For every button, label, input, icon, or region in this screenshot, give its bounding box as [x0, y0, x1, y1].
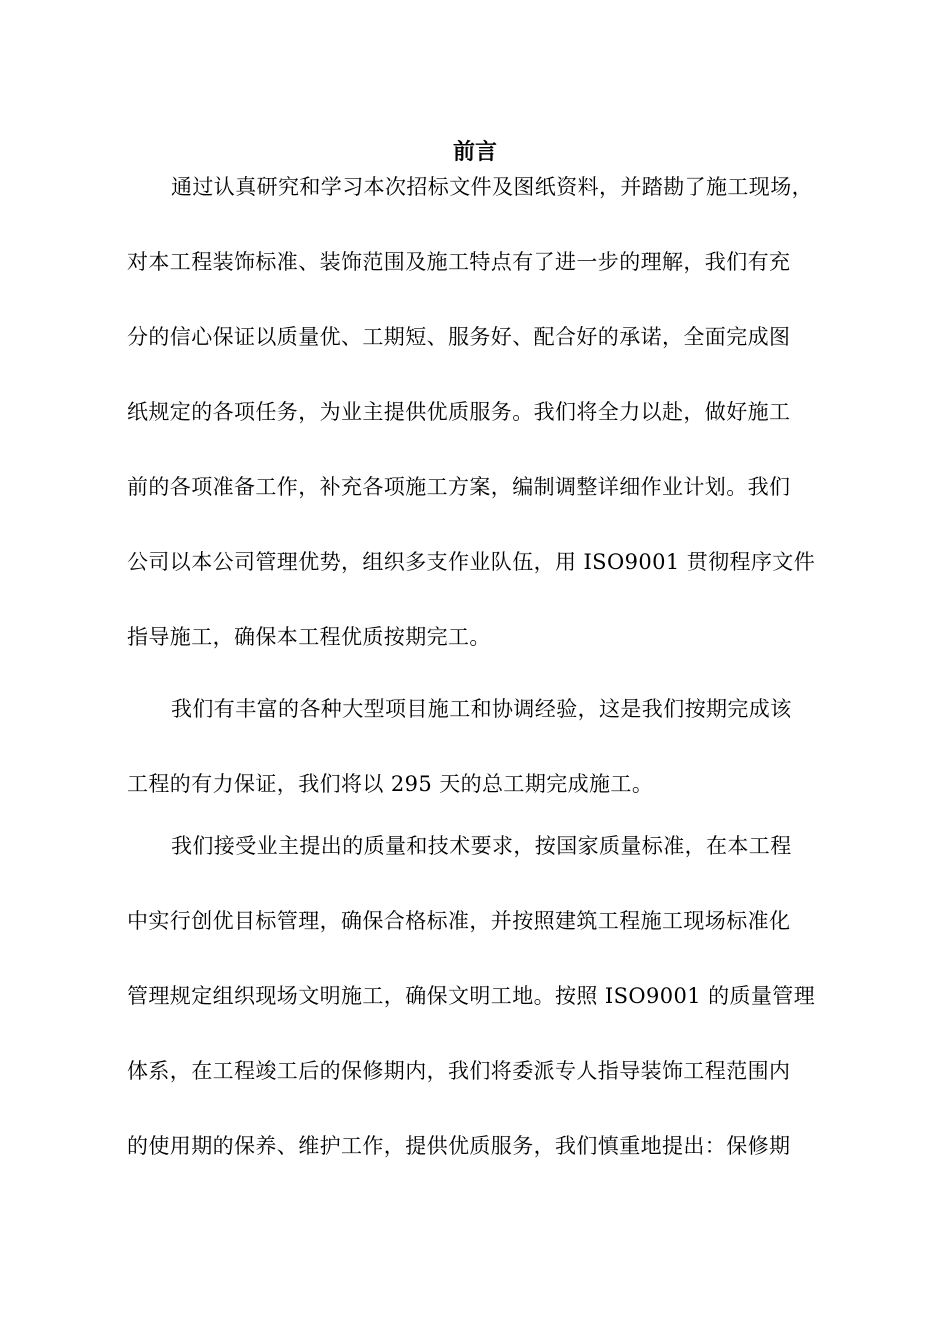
paragraph-line: 的使用期的保养、维护工作，提供优质服务，我们慎重地提出：保修期 — [127, 1134, 791, 1158]
paragraph-line: 前的各项准备工作，补充各项施工方案，编制调整详细作业计划。我们 — [127, 475, 791, 499]
paragraph-line: 我们接受业主提出的质量和技术要求，按国家质量标准，在本工程 — [171, 834, 792, 858]
paragraph-line: 管理规定组织现场文明施工，确保文明工地。按照 ISO9001 的质量管理 — [127, 984, 816, 1008]
paragraph-line: 分的信心保证以质量优、工期短、服务好、配合好的承诺，全面完成图 — [127, 325, 791, 349]
paragraph-line: 体系，在工程竣工后的保修期内，我们将委派专人指导装饰工程范围内 — [127, 1059, 791, 1083]
paragraph-line: 中实行创优目标管理，确保合格标准，并按照建筑工程施工现场标准化 — [127, 909, 791, 933]
paragraph-line: 纸规定的各项任务，为业主提供优质服务。我们将全力以赴，做好施工 — [127, 400, 791, 424]
paragraph-line: 公司以本公司管理优势，组织多支作业队伍，用 ISO9001 贯彻程序文件 — [127, 550, 816, 574]
paragraph-line: 指导施工，确保本工程优质按期完工。 — [127, 625, 491, 649]
paragraph-line: 工程的有力保证，我们将以 295 天的总工期完成施工。 — [127, 772, 654, 796]
paragraph-line: 我们有丰富的各种大型项目施工和协调经验，这是我们按期完成该 — [171, 697, 792, 721]
paragraph-line: 通过认真研究和学习本次招标文件及图纸资料，并踏勘了施工现场， — [171, 175, 813, 199]
paragraph-line: 对本工程装饰标准、装饰范围及施工特点有了进一步的理解，我们有充 — [127, 250, 791, 274]
page-title: 前言 — [452, 139, 497, 165]
